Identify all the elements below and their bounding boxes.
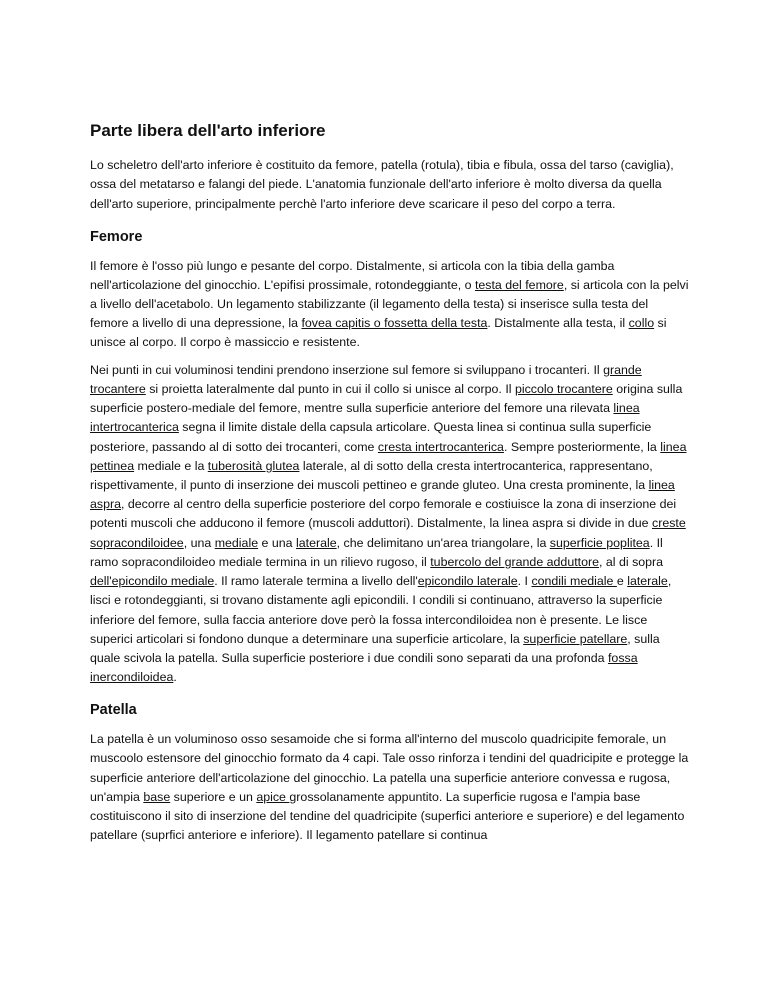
underlined-term: base — [143, 789, 171, 804]
underlined-term: condili mediale — [531, 574, 617, 589]
underlined-term: cresta intertrocanterica — [377, 439, 504, 454]
underlined-term: apice — [256, 789, 290, 804]
underlined-term: dell'epicondilo mediale — [90, 574, 215, 589]
paragraph — [90, 730, 690, 845]
underlined-term: collo — [628, 316, 655, 331]
text-run: , che delimitano un'area triangolare, la — [336, 535, 550, 550]
text-run: Il femore è l'osso più lungo e pesante del corpo. Distalmente, si articola con la tibia della gamba nell'articolazione del ginocchio. L'epifisi prossimale, rotondeggiante, o — [90, 258, 615, 292]
text-run: , sulla quale scivola la patella. Sulla superficie posteriore i due condili sono separati da una profonda — [90, 631, 660, 665]
underlined-term: testa del femore — [474, 277, 564, 292]
underlined-term: linea aspra — [90, 478, 675, 512]
text-run: , decorre al centro della superficie posteriore del corpo femorale e costiuisce la zona di inserzione dei potenti muscoli che adducono il femore (muscoli adduttori). Distalmente, la linea aspra si divide in due — [90, 497, 677, 531]
paragraph — [90, 361, 690, 688]
text-run: Nei punti in cui voluminosi tendini prendono inserzione sul femore si sviluppano i trocanteri. Il — [90, 362, 604, 377]
text-run: Lo scheletro dell'arto inferiore è costituito da femore, patella (rotula), tibia e fibula, ossa del tarso (caviglia), ossa del metatarso e falangi del piede. L'anatomia funzionale dell'arto inferiore è molto diversa da quella dell'arto superiore, principalmente perchè l'arto inferiore deve scaricare il peso del corpo a terra. — [90, 158, 674, 211]
underlined-term: fovea capitis o fossetta della testa — [301, 316, 488, 331]
underlined-term: fossa inercondiloidea — [90, 650, 638, 685]
underlined-term: piccolo trocantere — [514, 381, 613, 396]
paragraph — [90, 156, 690, 214]
text-run: . Il ramo sopracondiloideo mediale termina in un rilievo rugoso, il — [90, 535, 663, 569]
underlined-term: grande trocantere — [90, 362, 642, 396]
underlined-term: superficie poplitea — [549, 535, 650, 550]
text-run: , al di sopra — [599, 554, 664, 569]
section-heading: Femore — [90, 228, 143, 245]
underlined-term: mediale — [214, 535, 259, 550]
text-run: La patella è un voluminoso osso sesamoide che si forma all'interno del muscolo quadricipite femorale, un muscoolo estensore del ginocchio formato da 4 capi. Tale osso rinforza i tendini del quadricipite e protegge la superficie anteriore dell'articolazione del ginocchio. La patella una superficie anteriore convessa e rugosa, un'ampia — [90, 732, 689, 804]
underlined-term: linea intertrocanterica — [90, 401, 640, 435]
text-run: segna il limite distale della capsula articolare. Questa linea si continua sulla superficie posteriore, passando al di sotto dei trocanteri, come — [90, 420, 652, 454]
text-run: e — [616, 574, 628, 589]
text-run: e una — [258, 535, 297, 550]
text-run: , una — [183, 535, 215, 550]
text-run: mediale e la — [134, 458, 208, 473]
section-heading: Patella — [90, 702, 137, 719]
underlined-term: laterale — [627, 574, 668, 589]
underlined-term: tubercolo del grande adduttore — [430, 554, 600, 569]
document-content — [90, 120, 690, 854]
text-run: laterale, al di sotto della cresta intertrocanterica, rappresentano, rispettivamente, il punto di inserzione dei muscoli pettineo e grande gluteo. Una cresta prominente, la — [90, 458, 653, 492]
underlined-term: superficie patellare — [523, 631, 628, 646]
text-run: origina sulla superficie postero-mediale del femore, mentre sulla superficie anteriore del femore una rilevata — [90, 381, 683, 416]
text-run: . Il ramo laterale termina a livello dell' — [214, 574, 418, 589]
text-run: , lisci e rotondeggianti, si trovano distamente agli epicondili. I condili si continuano, attraverso la superficie inferiore del femore, sulla faccia anteriore dove però la fossa intercondiloidea non è presente. Le lisce superici articolari si fondono dunque a determinare una superficie articolare, la — [90, 574, 672, 646]
underlined-term: linea pettinea — [90, 439, 687, 473]
text-run: grossolanamente appuntito. La superficie rugosa e l'ampia base costituiscono il sito di inserzione del tendine del quadricipite (superfici anteriore e superiore) e del legamento patellare (suprfici anteriore e inferiore). Il legamento patellare si continua — [90, 789, 685, 843]
text-run: , si articola con la pelvi a livello dell'acetabolo. Un legamento stabilizzante (il legamento della testa) si inserisce sulla testa del femore a livello di una depressione, la — [90, 277, 689, 331]
text-run: . I — [517, 574, 532, 589]
underlined-term: tuberosità glutea — [207, 458, 300, 473]
text-run: si proietta lateralmente dal punto in cui il collo si unisce al corpo. Il — [145, 381, 515, 396]
text-run: superiore e un — [170, 789, 257, 804]
text-run: . Distalmente alla testa, il — [487, 316, 629, 331]
document-title: Parte libera dell'arto inferiore — [90, 121, 326, 140]
underlined-term: creste sopracondiloidee — [90, 516, 686, 550]
underlined-term: epicondilo laterale — [417, 574, 518, 589]
paragraph — [90, 257, 690, 353]
underlined-term: laterale — [296, 535, 337, 550]
text-run: . Sempre posteriormente, la — [503, 439, 661, 454]
text-run: . — [173, 670, 177, 685]
text-run: si unisce al corpo. Il corpo è massiccio e resistente. — [90, 316, 667, 350]
